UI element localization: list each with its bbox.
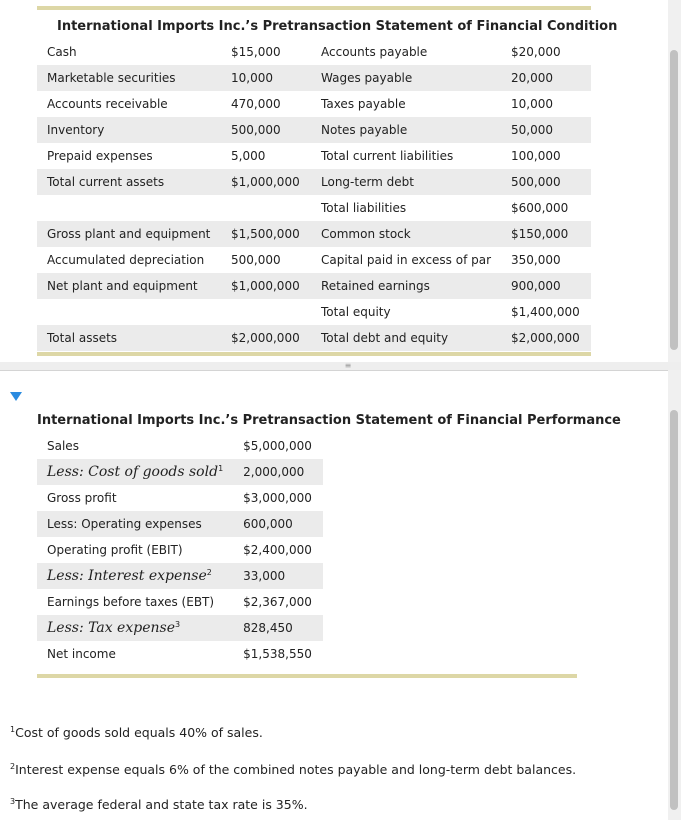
gold-rule-top <box>37 6 591 10</box>
income-value: $1,538,550 <box>243 647 312 661</box>
balance-sheet-panel <box>0 0 668 363</box>
asset-label: Inventory <box>37 117 221 143</box>
balance-sheet-row <box>37 169 591 195</box>
asset-label: Accumulated depreciation <box>47 253 205 267</box>
liability-label: Retained earnings <box>311 273 501 299</box>
balance-sheet-row <box>37 195 591 221</box>
asset-value: $2,000,000 <box>221 325 311 351</box>
balance-sheet-row <box>37 143 591 169</box>
income-value: $5,000,000 <box>243 439 312 453</box>
asset-value: 5,000 <box>231 149 266 163</box>
income-statement-row <box>37 485 323 511</box>
liability-label: Long-term debt <box>311 169 501 195</box>
asset-value: $1,000,000 <box>221 169 311 195</box>
bottom-panel-scrollbar[interactable] <box>668 370 681 820</box>
asset-value: 500,000 <box>221 117 311 143</box>
footnote-1: $^1$Cost of goods sold equals 40% of sales. <box>10 725 263 741</box>
income-statement-table <box>37 433 323 667</box>
footnote-marker: 2 <box>206 568 212 577</box>
income-statement-row <box>37 511 323 537</box>
income-value: 600,000 <box>233 511 323 537</box>
balance-sheet-title: International Imports Inc.’s Pretransaction Statement of Financial Condition <box>57 19 618 34</box>
liability-label: Total current liabilities <box>321 149 454 163</box>
income-label: Net income <box>47 647 116 661</box>
income-statement-row <box>37 641 323 667</box>
income-value: $2,367,000 <box>243 595 312 609</box>
asset-label <box>37 195 221 221</box>
income-value: 2,000,000 <box>233 459 323 485</box>
asset-value: $15,000 <box>231 45 281 59</box>
balance-sheet-row <box>37 39 591 65</box>
balance-sheet-row <box>37 273 591 299</box>
liability-label: Taxes payable <box>321 97 406 111</box>
liability-label: Accounts payable <box>321 45 428 59</box>
asset-value <box>221 299 311 325</box>
balance-sheet-row <box>37 117 591 143</box>
income-statement-row <box>37 537 323 563</box>
liability-label: Capital paid in excess of par <box>321 253 492 267</box>
asset-label: Cash <box>47 45 77 59</box>
liability-label: Notes payable <box>311 117 501 143</box>
balance-sheet-table <box>37 39 591 351</box>
liability-value: 10,000 <box>511 97 554 111</box>
asset-label <box>37 299 221 325</box>
liability-label: Wages payable <box>311 65 501 91</box>
income-statement-row <box>37 615 323 641</box>
footnote-marker: 3 <box>174 620 181 629</box>
income-label: Less: Cost of goods sold$^1$ <box>37 459 233 485</box>
top-scroll-thumb[interactable] <box>670 50 678 350</box>
asset-label: Gross plant and equipment <box>37 221 221 247</box>
panel-splitter[interactable] <box>0 362 681 371</box>
balance-sheet-row <box>37 247 591 273</box>
balance-sheet-row <box>37 221 591 247</box>
income-value: $3,000,000 <box>243 491 312 505</box>
income-label: Gross profit <box>47 491 117 505</box>
asset-value: 470,000 <box>231 97 281 111</box>
liability-value: 50,000 <box>501 117 591 143</box>
asset-value: 10,000 <box>221 65 311 91</box>
income-statement-title: International Imports Inc.’s Pretransaction Statement of Financial Performance <box>37 413 621 428</box>
footnote-3: $^3$The average federal and state tax rate is 35%. <box>10 797 308 813</box>
income-statement-row <box>37 589 323 615</box>
income-label: Earnings before taxes (EBT) <box>47 595 215 609</box>
asset-label: Net plant and equipment <box>37 273 221 299</box>
splitter-grip-icon[interactable]: ≡ <box>344 361 352 370</box>
collapse-toggle-icon[interactable] <box>10 392 22 401</box>
liability-value: $2,000,000 <box>501 325 591 351</box>
liability-label: Total equity <box>321 305 391 319</box>
gold-rule-bottom <box>37 352 591 356</box>
balance-sheet-row <box>37 65 591 91</box>
footnote-marker: 1 <box>218 464 224 473</box>
liability-value: $20,000 <box>511 45 561 59</box>
income-label: Less: Operating expenses <box>37 511 233 537</box>
liability-label: Total debt and equity <box>311 325 501 351</box>
asset-value: $1,000,000 <box>221 273 311 299</box>
income-value: 828,450 <box>233 615 323 641</box>
asset-label: Marketable securities <box>37 65 221 91</box>
liability-value: 500,000 <box>501 169 591 195</box>
income-label: Less: Tax expense$^3$ <box>37 615 233 641</box>
asset-value <box>221 195 311 221</box>
income-value: 33,000 <box>233 563 323 589</box>
liability-value: 100,000 <box>511 149 561 163</box>
income-label: Less: Interest expense$^2$ <box>37 563 233 589</box>
liability-value: $600,000 <box>511 201 569 215</box>
liability-label: Common stock <box>311 221 501 247</box>
income-statement-row <box>37 433 323 459</box>
asset-label: Accounts receivable <box>47 97 168 111</box>
asset-label: Total assets <box>37 325 221 351</box>
bottom-scroll-thumb[interactable] <box>670 410 678 810</box>
income-value: $2,400,000 <box>243 543 312 557</box>
income-gold-rule <box>37 674 577 678</box>
asset-value: $1,500,000 <box>221 221 311 247</box>
balance-sheet-row <box>37 325 591 351</box>
top-panel-scrollbar[interactable] <box>668 0 681 362</box>
liability-value: 350,000 <box>511 253 561 267</box>
asset-label: Prepaid expenses <box>47 149 153 163</box>
liability-value: $1,400,000 <box>511 305 580 319</box>
asset-value: 500,000 <box>231 253 281 267</box>
liability-value: $150,000 <box>501 221 591 247</box>
income-label: Operating profit (EBIT) <box>47 543 183 557</box>
balance-sheet-row <box>37 91 591 117</box>
income-statement-row <box>37 459 323 485</box>
liability-value: 900,000 <box>501 273 591 299</box>
footnote-2: $^2$Interest expense equals 6% of the combined notes payable and long-term debt balances. <box>10 762 577 778</box>
income-statement-row <box>37 563 323 589</box>
asset-label: Total current assets <box>37 169 221 195</box>
liability-value: 20,000 <box>501 65 591 91</box>
balance-sheet-row <box>37 299 591 325</box>
liability-label: Total liabilities <box>321 201 407 215</box>
income-label: Sales <box>47 439 79 453</box>
